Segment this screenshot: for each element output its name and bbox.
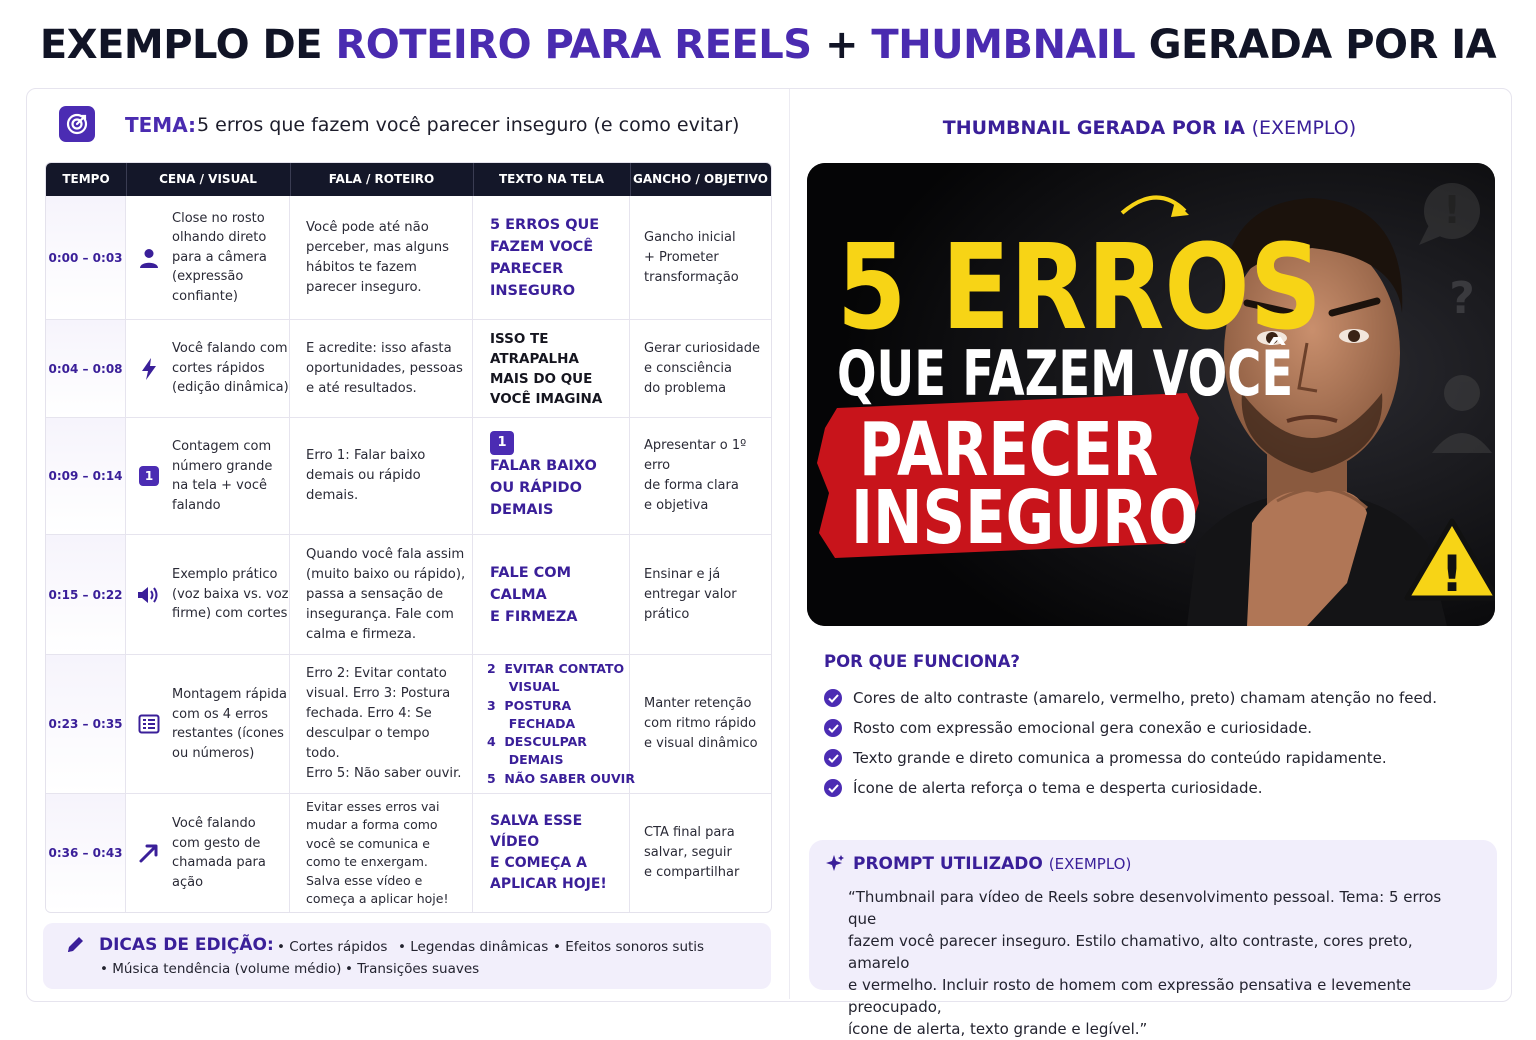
table-row	[46, 320, 771, 418]
table-row	[46, 655, 771, 794]
check-icon	[824, 719, 842, 737]
scene-cell: Você falando com cortes rápidos (edição dinâmica)	[126, 320, 290, 417]
time-cell: 0:15 – 0:22	[46, 535, 126, 654]
speaker-icon	[136, 584, 162, 606]
list-item: Rosto com expressão emocional gera conexão e curiosidade.	[824, 719, 1312, 737]
tip-item: • Cortes rápidos	[277, 939, 388, 955]
scene-cell: Close no rosto olhando direto para a câmera (expressão confiante)	[126, 196, 290, 319]
thumb-line-1: 5 ERROS	[836, 218, 1322, 357]
number-badge: 1	[490, 431, 514, 455]
header-texto: TEXTO NA TELA	[473, 163, 631, 196]
scene-cell: 1 Contagem com número grande na tela + você falando	[126, 418, 290, 534]
svg-text:!: !	[1443, 188, 1461, 232]
why-it-works-title: POR QUE FUNCIONA?	[824, 652, 1020, 671]
fala-cell: Evitar esses erros vai mudar a forma como você se comunica e como te enxergam. Salva esse vídeo e começa a aplicar hoje!	[290, 794, 473, 912]
table-row	[46, 418, 771, 535]
dicas-title: DICAS DE EDIÇÃO:	[99, 935, 274, 955]
gancho-cell: CTA final para salvar, seguir e compartilhar	[644, 825, 740, 880]
thumb-line-3: PARECER	[859, 406, 1159, 493]
header-fala: FALA / ROTEIRO	[290, 163, 474, 196]
scene-cell: Você falando com gesto de chamada para ação	[126, 794, 290, 912]
thumbnail-heading: THUMBNAIL GERADA POR IA (EXEMPLO)	[942, 117, 1357, 139]
person-icon	[136, 247, 162, 269]
prompt-box	[809, 840, 1497, 1038]
gancho-cell: Gerar curiosidade e consciência do problema	[644, 340, 761, 396]
script-table	[45, 162, 772, 913]
time-cell: 0:04 – 0:08	[46, 320, 126, 417]
number-one-icon: 1	[136, 466, 162, 486]
list-item: Texto grande e direto comunica a promessa do conteúdo rapidamente.	[824, 749, 1387, 767]
tema-text: 5 erros que fazem você parecer inseguro (e como evitar)	[197, 114, 740, 136]
svg-text:?: ?	[1449, 273, 1475, 324]
list-icon	[136, 714, 162, 734]
tip-item: • Transições suaves	[345, 961, 480, 977]
gancho-cell: Apresentar o 1º erro de forma clara e objetiva	[644, 438, 747, 513]
thumbnail-image	[807, 163, 1495, 626]
editing-tips-box	[43, 923, 771, 989]
pencil-icon	[65, 935, 85, 959]
time-cell: 0:23 – 0:35	[46, 655, 126, 793]
header-tempo: TEMPO	[46, 163, 127, 196]
scene-cell: Exemplo prático (voz baixa vs. voz firme) com cortes	[126, 535, 290, 654]
time-cell: 0:09 – 0:14	[46, 418, 126, 534]
gancho-cell: Manter retenção com ritmo rápido e visual dinâmico	[644, 696, 758, 751]
sparkle-icon	[825, 854, 845, 878]
list-item: Cores de alto contraste (amarelo, vermelho, preto) chamam atenção no feed.	[824, 689, 1437, 707]
tip-item: • Música tendência (volume médio)	[100, 961, 342, 977]
texto-cell: 1 FALAR BAIXO OU RÁPIDO DEMAIS	[473, 418, 630, 534]
thumb-line-2: QUE FAZEM VOCÊ	[837, 337, 1294, 410]
scene-cell: Montagem rápida com os 4 erros restantes (ícones ou números)	[126, 655, 290, 793]
prompt-title: PROMPT UTILIZADO (EXEMPLO)	[853, 854, 1132, 874]
check-icon	[824, 749, 842, 767]
thumbnail-graphic	[807, 163, 1495, 626]
arrow-share-icon	[136, 842, 162, 864]
tema-label: TEMA:	[125, 113, 197, 137]
lightning-icon	[136, 357, 162, 381]
header-cena: CENA / VISUAL	[126, 163, 291, 196]
texto-cell: ISSO TE ATRAPALHA MAIS DO QUE VOCÊ IMAGINA	[473, 320, 630, 417]
svg-text:!: !	[1440, 545, 1464, 603]
page-title: EXEMPLO DE ROTEIRO PARA REELS + THUMBNAIL GERADA POR IA	[39, 22, 1497, 68]
thumb-line-4: INSEGURO	[851, 474, 1199, 561]
table-header	[46, 163, 771, 196]
gancho-cell: Gancho inicial + Prometer transformação	[644, 229, 739, 285]
check-icon	[824, 689, 842, 707]
gancho-cell: Ensinar e já entregar valor prático	[644, 566, 737, 622]
fala-cell: Erro 1: Falar baixo demais ou rápido demais.	[290, 418, 473, 534]
list-item: Ícone de alerta reforça o tema e desperta curiosidade.	[824, 779, 1262, 797]
texto-cell: FALE COM CALMA E FIRMEZA	[473, 535, 630, 654]
texto-cell: 2 EVITAR CONTATO VISUAL 3 POSTURA FECHADA 4 DESCULPAR DEMAIS 5 NÃO SABER OUVIR	[473, 655, 630, 793]
target-icon	[59, 106, 95, 142]
fala-cell: Quando você fala assim (muito baixo ou rápido), passa a sensação de insegurança. Fale com calma e firmeza.	[290, 535, 473, 654]
check-icon	[824, 779, 842, 797]
tip-item: • Efeitos sonoros sutis	[553, 939, 705, 955]
fala-cell: Você pode até não perceber, mas alguns hábitos te fazem parecer inseguro.	[290, 196, 473, 319]
column-divider	[789, 89, 790, 999]
fala-cell: Erro 2: Evitar contato visual. Erro 3: Postura fechada. Erro 4: Se desculpar o tempo todo. Erro 5: Não saber ouvir.	[290, 655, 473, 793]
texto-cell: SALVA ESSE VÍDEO E COMEÇA A APLICAR HOJE!	[473, 794, 630, 912]
time-cell: 0:36 – 0:43	[46, 794, 126, 912]
header-gancho: GANCHO / OBJETIVO	[633, 172, 768, 186]
fala-cell: E acredite: isso afasta oportunidades, pessoas e até resultados.	[290, 320, 473, 417]
table-row	[46, 196, 771, 320]
tip-item: • Legendas dinâmicas	[398, 939, 549, 955]
table-row	[46, 794, 771, 912]
time-cell: 0:00 – 0:03	[46, 196, 126, 319]
texto-cell: 5 ERROS QUE FAZEM VOCÊ PARECER INSEGURO	[473, 196, 630, 319]
table-row	[46, 535, 771, 655]
prompt-text: “Thumbnail para vídeo de Reels sobre desenvolvimento pessoal. Tema: 5 erros que fazem você parecer inseguro. Estilo chamativo, alto contraste, cores preto, amarelo e vermelho. Incluir rosto de homem com expressão pensativa e levemente preocupado, ícone de alerta, texto grande e legível.”	[848, 888, 1442, 1038]
